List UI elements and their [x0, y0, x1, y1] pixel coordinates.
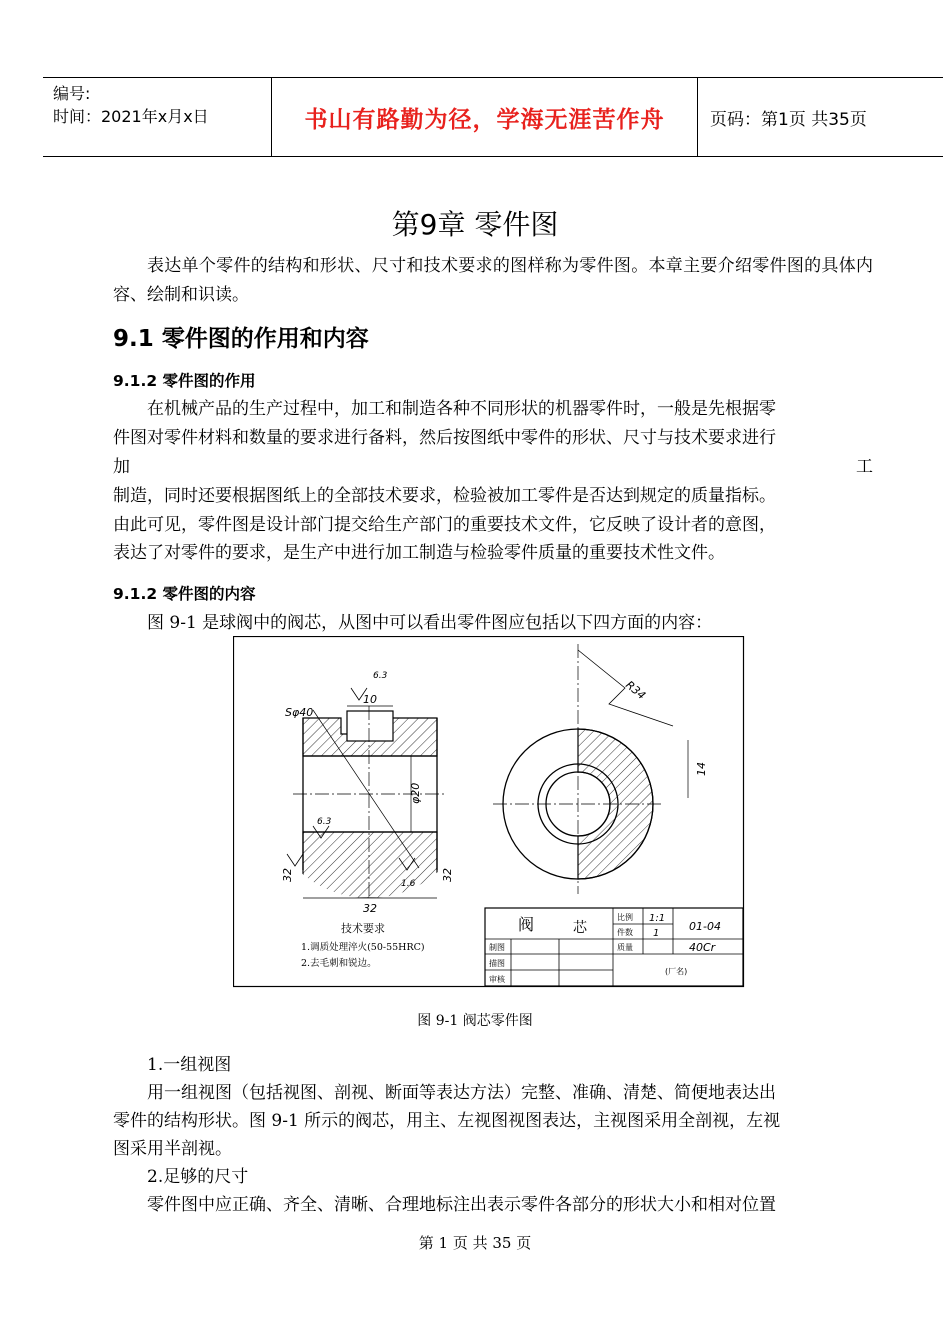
role-line-4: 制造，同时还要根据图纸上的全部技术要求，检验被加工零件是否达到规定的质量指标。	[113, 486, 776, 506]
rough-b: 6.3	[317, 817, 332, 827]
content-line-1: 图 9-1 是球阀中的阀芯，从图中可以看出零件图应包括以下四方面的内容：	[147, 613, 713, 633]
drawing-border	[234, 637, 744, 987]
chapter-title: 第9章 零件图	[391, 208, 559, 241]
role-line-3-right: 工	[856, 457, 873, 477]
valve-core-drawing	[233, 636, 745, 988]
intro-paragraph: 表达单个零件的结构和形状、尺寸和技术要求的图样称为零件图。本章主要介绍零件图的具体内容、绘制和识读。	[113, 256, 873, 305]
tech-req-item-2: 2.去毛刺和锐边。	[301, 958, 377, 969]
role-line-3	[113, 452, 873, 477]
main-section-view	[303, 718, 437, 898]
dim-slot-width: 10	[363, 693, 377, 706]
dim-length: 32	[363, 902, 377, 915]
figure-caption: 图 9-1 阀芯零件图	[417, 1013, 533, 1029]
part-name-1: 阀	[518, 915, 535, 934]
dim-radius: R34	[623, 678, 649, 703]
subsection-heading-role: 9.1.2 零件图的作用	[113, 372, 256, 390]
tech-req-item-1: 1.调质处理淬火(50-55HRC)	[301, 942, 425, 953]
list-item-1-line-1: 用一组视图（包括视图、剖视、断面等表达方法）完整、准确、清楚、简便地表达出	[147, 1083, 776, 1103]
header-meta-cell	[43, 78, 272, 156]
document-header	[43, 77, 943, 157]
list-item-2-title: 2.足够的尺寸	[147, 1167, 249, 1187]
list-item-2-line-1: 零件图中应正确、齐全、清晰、合理地标注出表示零件各部分的形状大小和相对位置	[147, 1195, 776, 1215]
dim-depth: 14	[695, 762, 708, 776]
subsection-heading-content: 9.1.2 零件图的内容	[113, 585, 256, 603]
factory-name: (厂名)	[665, 967, 688, 976]
dim-bore: φ20	[409, 782, 422, 804]
drawn-label: 制图	[489, 943, 505, 952]
qty-label: 件数	[617, 928, 633, 937]
slot	[347, 711, 393, 741]
dim-height-right: 32	[441, 868, 454, 882]
motto: 书山有路勤为径，学海无涯苦作舟	[304, 106, 665, 133]
page-info: 页码：第1页 共35页	[710, 109, 867, 130]
title-block	[485, 908, 743, 986]
list-item-1-title: 1.一组视图	[147, 1055, 232, 1075]
side-view	[493, 644, 708, 894]
number-label: 编号:	[53, 84, 91, 103]
header-motto-cell	[272, 78, 698, 156]
scale-value: 1:1	[649, 913, 666, 924]
rough-d: 1.6	[401, 879, 416, 889]
material-label: 质量	[617, 943, 633, 952]
time-label: 时间：2021年x月x日	[53, 107, 209, 126]
role-line-3-left: 加	[113, 457, 130, 477]
header-page-cell	[698, 78, 943, 156]
list-item-1-line-2: 零件的结构形状。图 9-1 所示的阀芯，用主、左视图视图表达，主视图采用全剖视，左视	[113, 1111, 781, 1131]
roughness-symbol-c	[287, 854, 303, 866]
role-line-6: 表达了对零件的要求，是生产中进行加工制造与检验零件质量的重要技术性文件。	[113, 543, 725, 563]
section-heading: 9.1 零件图的作用和内容	[113, 326, 369, 352]
role-line-2: 件图对零件材料和数量的要求进行备料，然后按图纸中零件的形状、尺寸与技术要求进行	[113, 428, 776, 448]
traced-label: 描图	[489, 959, 505, 968]
tech-req-title: 技术要求	[341, 922, 385, 935]
page-footer: 第 1 页 共 35 页	[418, 1234, 532, 1252]
dim-height-left: 32	[281, 868, 294, 882]
dim-sphere: Sφ40	[285, 706, 314, 719]
checked-label: 审核	[489, 975, 505, 984]
scale-label: 比例	[617, 913, 633, 922]
role-line-5: 由此可见，零件图是设计部门提交给生产部门的重要技术文件，它反映了设计者的意图，	[113, 515, 776, 535]
drawing-no: 01-04	[689, 920, 721, 933]
part-name-2: 芯	[573, 920, 587, 936]
qty-value: 1	[653, 928, 660, 939]
list-item-1-line-3: 图采用半剖视。	[113, 1139, 232, 1159]
material-value: 40Cr	[689, 941, 716, 954]
rough-a: 6.3	[373, 671, 388, 681]
role-line-1: 在机械产品的生产过程中，加工和制造各种不同形状的机器零件时，一般是先根据零	[147, 399, 776, 419]
